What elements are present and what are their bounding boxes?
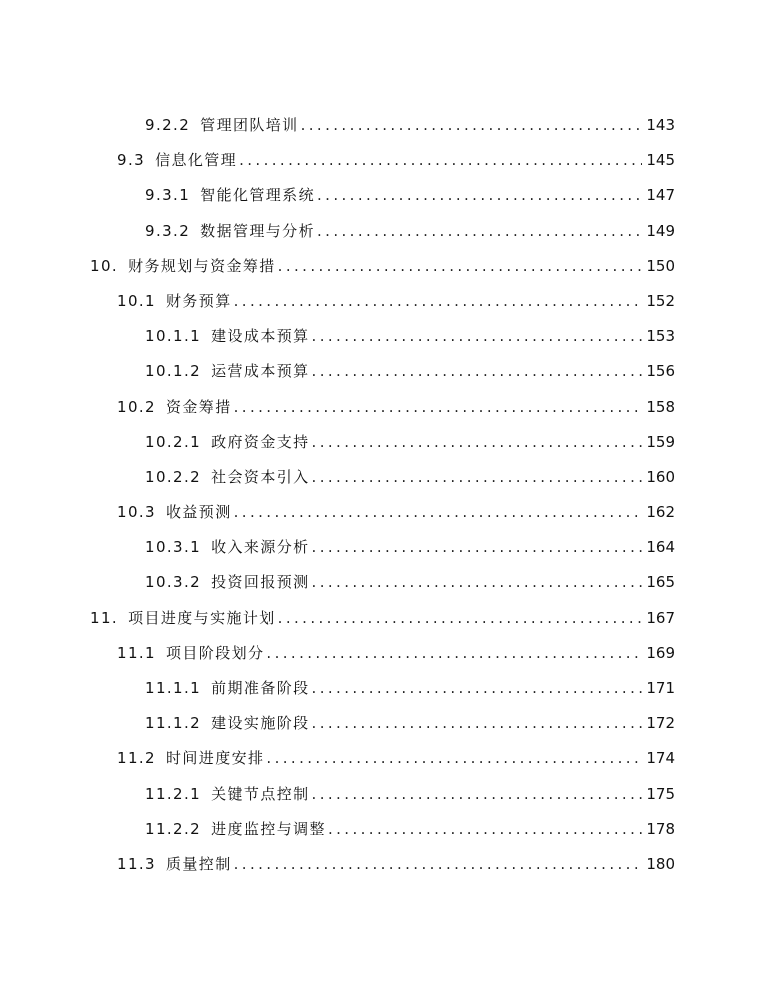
dot-leader [239,150,642,170]
toc-entry-title: 进度监控与调整 [211,819,326,838]
toc-entry-line [90,256,675,276]
toc-entry-line [145,185,675,205]
dot-leader [234,291,643,311]
dot-leader [328,819,642,839]
toc-entry-line [117,502,675,522]
toc-entry[interactable] [0,846,765,881]
dot-leader [312,467,643,487]
toc-entry-page-number: 156 [646,362,675,381]
toc-entry-title: 财务规划与资金筹措 [128,256,276,275]
toc-entry-line [145,537,675,557]
toc-entry[interactable] [0,459,765,494]
toc-entry-number: 11.1.1 [145,679,202,697]
dot-leader [312,784,643,804]
dot-leader [312,713,643,733]
toc-entry-line [117,643,675,663]
toc-entry-number: 10.3.1 [145,538,202,557]
toc-entry-page-number: 158 [646,397,675,416]
toc-entry[interactable] [0,248,765,283]
toc-entry-title: 财务预算 [166,291,232,310]
toc-entry-title: 数据管理与分析 [200,221,315,240]
toc-entry-number: 11.2.2 [145,819,202,838]
toc-entry-number: 11.1 [117,643,156,662]
dot-leader [312,326,643,346]
toc-entry-number: 11. [90,608,119,627]
toc-entry-page-number: 145 [646,151,675,170]
toc-entry-line [117,150,675,170]
toc-entry[interactable] [0,142,765,177]
toc-entry-number: 10.3 [117,503,156,522]
toc-entry[interactable] [0,635,765,670]
toc-entry-page-number: 171 [646,679,675,697]
dot-leader [317,221,642,241]
toc-entry-title: 投资回报预测 [211,573,310,592]
toc-entry-line [145,361,675,381]
toc-entry-page-number: 175 [646,784,675,803]
dot-leader [312,432,643,452]
toc-entry[interactable] [0,811,765,846]
toc-entry-page-number: 169 [646,643,675,662]
toc-entry-page-number: 143 [646,116,675,134]
toc-entry-page-number: 153 [646,327,675,346]
toc-entry-title: 运营成本预算 [211,362,310,381]
dot-leader [312,678,643,698]
toc-entry-title: 关键节点控制 [211,784,310,803]
toc-entry-page-number: 164 [646,538,675,557]
toc-entry-number: 11.1.2 [145,714,202,733]
dot-leader [234,397,643,417]
dot-leader [312,361,643,381]
dot-leader [301,115,643,135]
toc-entry-line [145,221,675,241]
dot-leader [278,608,643,628]
toc-entry-title: 资金筹措 [166,397,232,416]
toc-entry-title: 管理团队培训 [200,116,299,134]
toc-entry[interactable] [0,494,765,529]
toc-entry-line [145,819,675,839]
toc-entry-line [90,608,675,628]
toc-entry-line [117,397,675,417]
toc-entry-title: 时间进度安排 [166,749,265,768]
toc-entry[interactable] [0,177,765,212]
toc-entry[interactable] [0,283,765,318]
dot-leader [317,185,642,205]
toc-entry-page-number: 167 [646,608,675,627]
dot-leader [266,748,642,768]
toc-entry-page-number: 150 [646,256,675,275]
toc-entry-line [145,572,675,592]
toc-entry[interactable] [0,353,765,388]
toc-entry-page-number: 149 [646,221,675,240]
toc-entry-page-number: 178 [646,819,675,838]
toc-entry-title: 社会资本引入 [211,467,310,486]
toc-entry-page-number: 147 [646,186,675,205]
toc-entry-title: 质量控制 [166,854,232,873]
toc-entry-line [145,713,675,733]
toc-entry[interactable] [0,318,765,353]
toc-entry[interactable] [0,213,765,248]
toc-entry-number: 11.2.1 [145,784,202,803]
toc-entry-number: 9.3 [117,151,146,170]
toc-entry-line [145,115,675,135]
toc-entry-title: 建设成本预算 [211,327,310,346]
dot-leader [234,502,643,522]
dot-leader [266,643,642,663]
toc-entry-number: 10.1.2 [145,362,202,381]
dot-leader [234,854,643,874]
toc-entry-title: 信息化管理 [155,151,238,170]
toc-entry-title: 收益预测 [166,503,232,522]
toc-entry-number: 10.2 [117,397,156,416]
toc-entry[interactable] [0,670,765,705]
toc-entry-number: 11.2 [117,749,156,768]
toc-entry-number: 10.3.2 [145,573,202,592]
toc-entry-title: 收入来源分析 [211,538,310,557]
toc-entry-page-number: 174 [646,749,675,768]
toc-entry-number: 10.1 [117,291,156,310]
toc-entry-line [145,326,675,346]
toc-entry-title: 项目进度与实施计划 [128,608,276,627]
toc-entry-line [117,854,675,874]
toc-entry-page-number: 180 [646,854,675,873]
toc-entry[interactable] [0,564,765,599]
toc-entry-title: 项目阶段划分 [166,643,265,662]
toc-entry[interactable] [0,389,765,424]
toc-entry-number: 10.2.1 [145,432,202,451]
toc-entry-title: 政府资金支持 [211,432,310,451]
toc-entry[interactable] [0,705,765,740]
toc-entry[interactable] [0,424,765,459]
toc-entry[interactable] [0,529,765,564]
toc-entry-page-number: 165 [646,573,675,592]
toc-entry-number: 9.2.2 [145,116,191,134]
table-of-contents [0,107,765,881]
toc-entry-title: 建设实施阶段 [211,714,310,733]
toc-entry-number: 9.3.2 [145,221,191,240]
toc-entry-page-number: 172 [646,714,675,733]
toc-entry[interactable] [0,107,765,142]
toc-entry[interactable] [0,776,765,811]
toc-entry-line [145,678,675,698]
toc-entry-line [117,291,675,311]
toc-entry-line [145,467,675,487]
toc-entry-line [117,748,675,768]
toc-entry-number: 10.2.2 [145,467,202,486]
dot-leader [312,537,643,557]
dot-leader [312,572,643,592]
toc-entry-number: 9.3.1 [145,186,191,205]
toc-entry-title: 前期准备阶段 [211,679,310,697]
toc-entry-number: 11.3 [117,854,156,873]
toc-entry-page-number: 159 [646,432,675,451]
toc-entry[interactable] [0,740,765,775]
toc-entry-page-number: 152 [646,291,675,310]
toc-entry-line [145,784,675,804]
toc-entry-title: 智能化管理系统 [200,186,315,205]
toc-entry-page-number: 162 [646,503,675,522]
toc-entry-page-number: 160 [646,467,675,486]
toc-entry-number: 10. [90,256,119,275]
toc-entry[interactable] [0,600,765,635]
toc-entry-number: 10.1.1 [145,327,202,346]
toc-entry-line [145,432,675,452]
dot-leader [278,256,643,276]
